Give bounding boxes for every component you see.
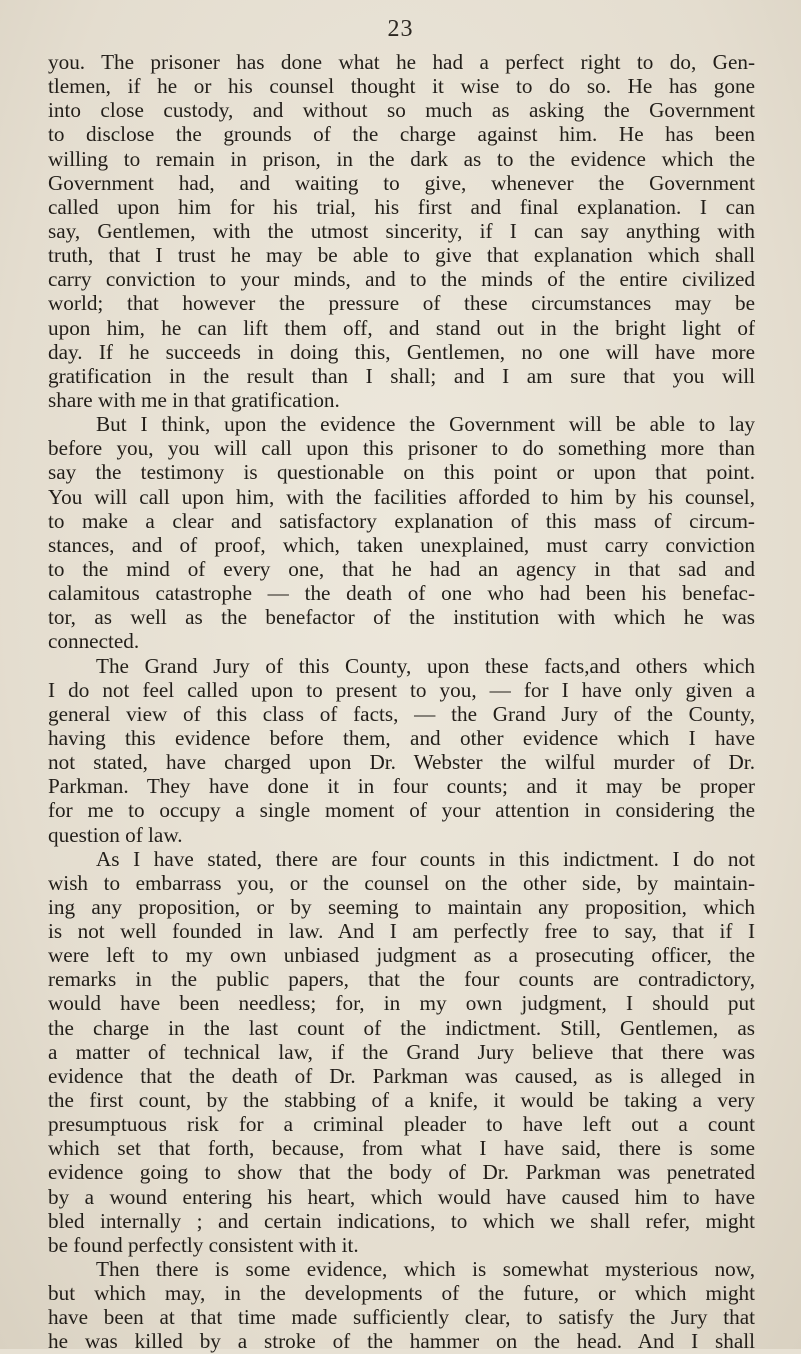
text-line: question of law. xyxy=(48,822,183,847)
text-line: wish to embarrass you, or the counsel on the other side, by maintain- xyxy=(48,870,755,895)
text-line: ing any proposition, or by seeming to maintain any proposition, which xyxy=(48,894,755,919)
text-line: were left to my own unbiased judgment as a prosecuting officer, the xyxy=(48,943,755,968)
text-line: say, Gentlemen, with the utmost sincerity, if I can say anything with xyxy=(48,218,755,243)
text-line: day. If he succeeds in doing this, Gentlemen, no one will have more xyxy=(48,339,755,364)
text-line: tlemen, if he or his counsel thought it wise to do so. He has gone xyxy=(48,74,755,99)
text-line: general view of this class of facts, — the Grand Jury of the County, xyxy=(48,701,755,726)
text-line: the first count, by the stabbing of a knife, it would be taking a very xyxy=(48,1088,755,1113)
text-line: tor, as well as the benefactor of the institution with which he was xyxy=(48,605,755,630)
text-line: he was killed by a stroke of the hammer on the head. And I shall xyxy=(48,1329,755,1354)
text-line: The Grand Jury of this County, upon these facts,and others which xyxy=(96,653,755,678)
page-number: 23 xyxy=(387,16,414,42)
text-line: Then there is some evidence, which is somewhat mysterious now, xyxy=(96,1257,755,1282)
text-line: having this evidence before them, and other evidence which I have xyxy=(48,725,755,750)
text-line: is not well founded in law. And I am perfectly free to say, that if I xyxy=(48,919,755,944)
text-line: But I think, upon the evidence the Government will be able to lay xyxy=(96,412,755,437)
text-line: presumptuous risk for a criminal pleader to have left out a count xyxy=(48,1112,755,1137)
text-line: gratification in the result than I shall; and I am sure that you will xyxy=(48,363,755,388)
text-line: into close custody, and without so much as asking the Government xyxy=(48,98,755,123)
text-line: called upon him for his trial, his first and final explanation. I can xyxy=(48,194,755,219)
text-line: would have been needless; for, in my own judgment, I should put xyxy=(48,991,755,1016)
text-line: I do not feel called upon to present to you, — for I have only given a xyxy=(48,677,755,702)
body-text xyxy=(48,50,755,1354)
text-line: which set that forth, because, from what I have said, there is some xyxy=(48,1136,755,1161)
text-line: to the mind of every one, that he had an agency in that sad and xyxy=(48,556,755,581)
text-line: evidence that the death of Dr. Parkman was caused, as is alleged in xyxy=(48,1063,755,1088)
text-line: remarks in the public papers, that the four counts are contradictory, xyxy=(48,967,755,992)
text-line: stances, and of proof, which, taken unexplained, must carry conviction xyxy=(48,532,755,557)
text-line: not stated, have charged upon Dr. Webster the wilful murder of Dr. xyxy=(48,750,755,775)
text-line: to make a clear and satisfactory explanation of this mass of circum- xyxy=(48,508,755,533)
text-line: evidence going to show that the body of Dr. Parkman was penetrated xyxy=(48,1160,755,1185)
text-line: the charge in the last count of the indictment. Still, Gentlemen, as xyxy=(48,1015,755,1040)
text-line: share with me in that gratification. xyxy=(48,387,340,412)
text-line: bled internally ; and certain indications, to which we shall refer, might xyxy=(48,1208,755,1233)
text-line: for me to occupy a single moment of your attention in considering the xyxy=(48,798,755,823)
text-line: by a wound entering his heart, which would have caused him to have xyxy=(48,1184,755,1209)
text-line: connected. xyxy=(48,629,140,654)
text-line: willing to remain in prison, in the dark as to the evidence which the xyxy=(48,146,755,171)
text-line: You will call upon him, with the facilities afforded to him by his counsel, xyxy=(48,484,755,509)
text-line: say the testimony is questionable on this point or upon that point. xyxy=(48,460,755,485)
text-line: Parkman. They have done it in four counts; and it may be proper xyxy=(48,774,755,799)
text-line: be found perfectly consistent with it. xyxy=(48,1232,359,1257)
text-line: calamitous catastrophe — the death of one who had been his benefac- xyxy=(48,581,755,606)
text-line: truth, that I trust he may be able to give that explanation which shall xyxy=(48,243,755,268)
text-line: world; that however the pressure of these circumstances may be xyxy=(48,291,755,316)
text-line: a matter of technical law, if the Grand Jury believe that there was xyxy=(48,1039,755,1064)
text-line: upon him, he can lift them off, and stand out in the bright light of xyxy=(48,315,755,340)
text-line: you. The prisoner has done what he had a perfect right to do, Gen- xyxy=(48,50,755,74)
text-line: Government had, and waiting to give, whenever the Government xyxy=(48,170,755,195)
text-line: but which may, in the developments of the future, or which might xyxy=(48,1281,755,1306)
text-line: have been at that time made sufficiently clear, to satisfy the Jury that xyxy=(48,1305,755,1330)
text-line: As I have stated, there are four counts in this indictment. I do not xyxy=(96,846,755,871)
text-line: carry conviction to your minds, and to the minds of the entire civilized xyxy=(48,267,755,292)
text-line: before you, you will call upon this prisoner to do something more than xyxy=(48,436,755,461)
text-line: to disclose the grounds of the charge against him. He has been xyxy=(48,122,755,147)
